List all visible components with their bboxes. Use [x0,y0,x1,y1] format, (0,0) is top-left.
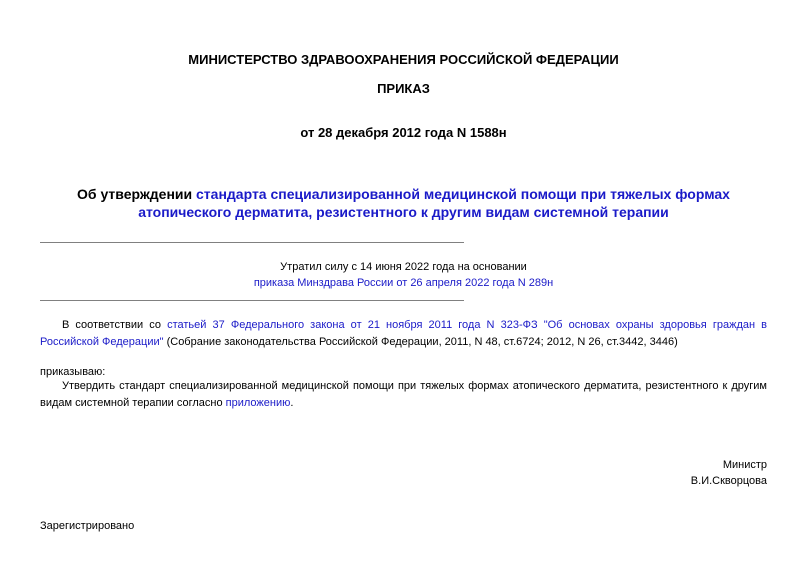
document-title [40,185,767,221]
status-order-link[interactable]: приказа Минздрава России от 26 апреля 2022 года N 289н [253,277,554,289]
paragraph-approve [40,378,767,412]
para2-prefix: Утвердить стандарт специализированной медицинской помощи при тяжелых формах атопического дерматита, резистентного к другим видам системной терапии согласно [40,380,767,409]
law-article-link[interactable]: статьей 37 Федерального закона от 21 ноября 2011 года N 323-ФЗ "Об основах охраны здоровья граждан в Российской Федерации" [40,319,767,348]
appendix-link[interactable]: приложению [225,397,291,409]
para1-prefix: В соответствии со [62,319,168,331]
ministry-heading: МИНИСТЕРСТВО ЗДРАВООХРАНЕНИЯ РОССИЙСКОЙ ФЕДЕРАЦИИ [188,52,619,67]
paragraph-basis [40,317,767,351]
title-prefix: Об утверждении [77,186,197,202]
order-word: приказываю: [40,366,106,378]
date-number-heading: от 28 декабря 2012 года N 1588н [300,125,507,140]
title-standard-link[interactable]: стандарта специализированной медицинской помощи при тяжелых формах атопического дерматита, резистентного к другим видам системной терапии [138,186,730,220]
divider-top [40,242,464,243]
status-line: Утратил силу с 14 июня 2022 года на основании [280,261,527,273]
signature-name: В.И.Скворцова [690,475,767,487]
registered-label: Зарегистрировано [40,520,135,532]
para1-suffix: (Собрание законодательства Российской Федерации, 2011, N 48, ст.6724; 2012, N 26, ст.3442, 3446) [163,336,678,348]
divider-bottom [40,300,464,301]
para2-suffix: . [290,397,294,409]
signature-position: Министр [722,459,767,471]
doc-type-heading: ПРИКАЗ [377,81,430,96]
